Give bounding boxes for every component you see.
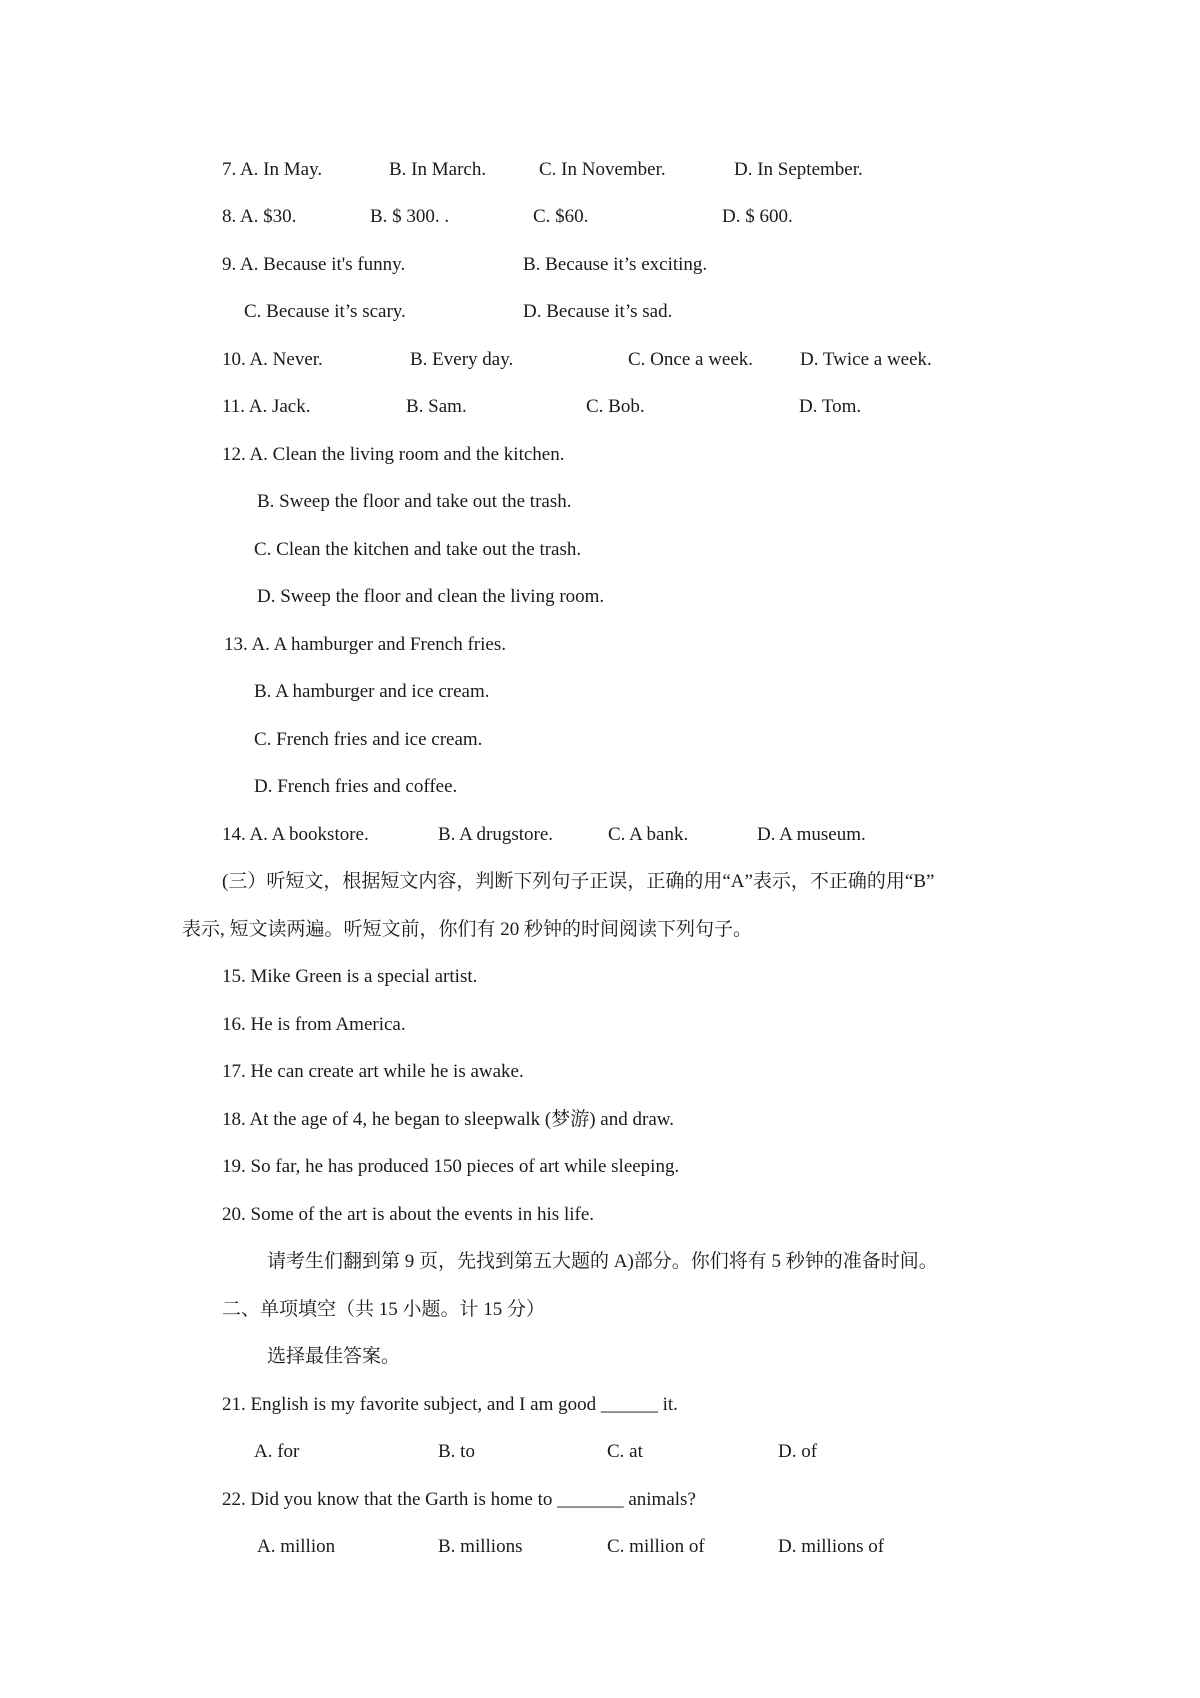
section-2-heading: 二、单项填空（共 15 小题。计 15 分） [222, 1299, 546, 1320]
q14-option-d: D. A museum. [757, 824, 866, 845]
q9-option-c: C. Because it’s scary. [244, 301, 406, 322]
turn-page-instruction: 请考生们翻到第 9 页，先找到第五大题的 A)部分。你们将有 5 秒钟的准备时间。 [267, 1251, 938, 1272]
q13-option-d: D. French fries and coffee. [254, 776, 458, 797]
statement-20: 20. Some of the art is about the events in his life. [222, 1204, 595, 1225]
q8-option-a: 8. A. $30. [222, 206, 297, 227]
q21-option-a: A. for [254, 1441, 300, 1462]
q21-option-b: B. to [438, 1441, 475, 1462]
q21-option-c: C. at [607, 1441, 643, 1462]
q22-stem: 22. Did you know that the Garth is home to _______ animals? [222, 1489, 696, 1510]
q10-option-d: D. Twice a week. [800, 349, 932, 370]
q12-option-b: B. Sweep the floor and take out the trash. [257, 491, 572, 512]
q13-option-c: C. French fries and ice cream. [254, 729, 483, 750]
q7-option-c: C. In November. [539, 159, 666, 180]
q14-option-a: 14. A. A bookstore. [222, 824, 369, 845]
q11-option-c: C. Bob. [586, 396, 645, 417]
q21-stem: 21. English is my favorite subject, and I am good ______ it. [222, 1394, 678, 1415]
q9-option-b: B. Because it’s exciting. [523, 254, 708, 275]
q7-option-d: D. In September. [734, 159, 863, 180]
q14-option-c: C. A bank. [608, 824, 689, 845]
statement-18: 18. At the age of 4, he began to sleepwalk (梦游) and draw. [222, 1109, 674, 1130]
q22-option-c: C. million of [607, 1536, 705, 1557]
q7-option-a: 7. A. In May. [222, 159, 323, 180]
q22-option-b: B. millions [438, 1536, 523, 1557]
section-3-line-2: 表示, 短文读两遍。听短文前，你们有 20 秒钟的时间阅读下列句子。 [182, 919, 753, 940]
q10-option-c: C. Once a week. [628, 349, 754, 370]
statement-19: 19. So far, he has produced 150 pieces of art while sleeping. [222, 1156, 680, 1177]
statement-15: 15. Mike Green is a special artist. [222, 966, 478, 987]
q13-option-b: B. A hamburger and ice cream. [254, 681, 490, 702]
q10-option-b: B. Every day. [410, 349, 514, 370]
q11-option-a: 11. A. Jack. [222, 396, 311, 417]
q22-option-a: A. million [257, 1536, 336, 1557]
q7-option-b: B. In March. [389, 159, 487, 180]
section-3-line-1: (三）听短文，根据短文内容，判断下列句子正误，正确的用“A”表示，不正确的用“B” [222, 871, 935, 892]
statement-17: 17. He can create art while he is awake. [222, 1061, 524, 1082]
q11-option-d: D. Tom. [799, 396, 862, 417]
q12-option-d: D. Sweep the floor and clean the living room. [257, 586, 605, 607]
q9-option-d: D. Because it’s sad. [523, 301, 673, 322]
q21-option-d: D. of [778, 1441, 818, 1462]
q9-option-a: 9. A. Because it's funny. [222, 254, 406, 275]
q11-option-b: B. Sam. [406, 396, 467, 417]
q12-option-a: 12. A. Clean the living room and the kitchen. [222, 444, 565, 465]
q8-option-d: D. $ 600. [722, 206, 793, 227]
section-2-instruction: 选择最佳答案。 [267, 1346, 401, 1367]
q14-option-b: B. A drugstore. [438, 824, 554, 845]
q8-option-c: C. $60. [533, 206, 589, 227]
q22-option-d: D. millions of [778, 1536, 885, 1557]
q13-option-a: 13. A. A hamburger and French fries. [224, 634, 506, 655]
q8-option-b: B. $ 300. . [370, 206, 450, 227]
q10-option-a: 10. A. Never. [222, 349, 323, 370]
statement-16: 16. He is from America. [222, 1014, 406, 1035]
q12-option-c: C. Clean the kitchen and take out the trash. [254, 539, 582, 560]
